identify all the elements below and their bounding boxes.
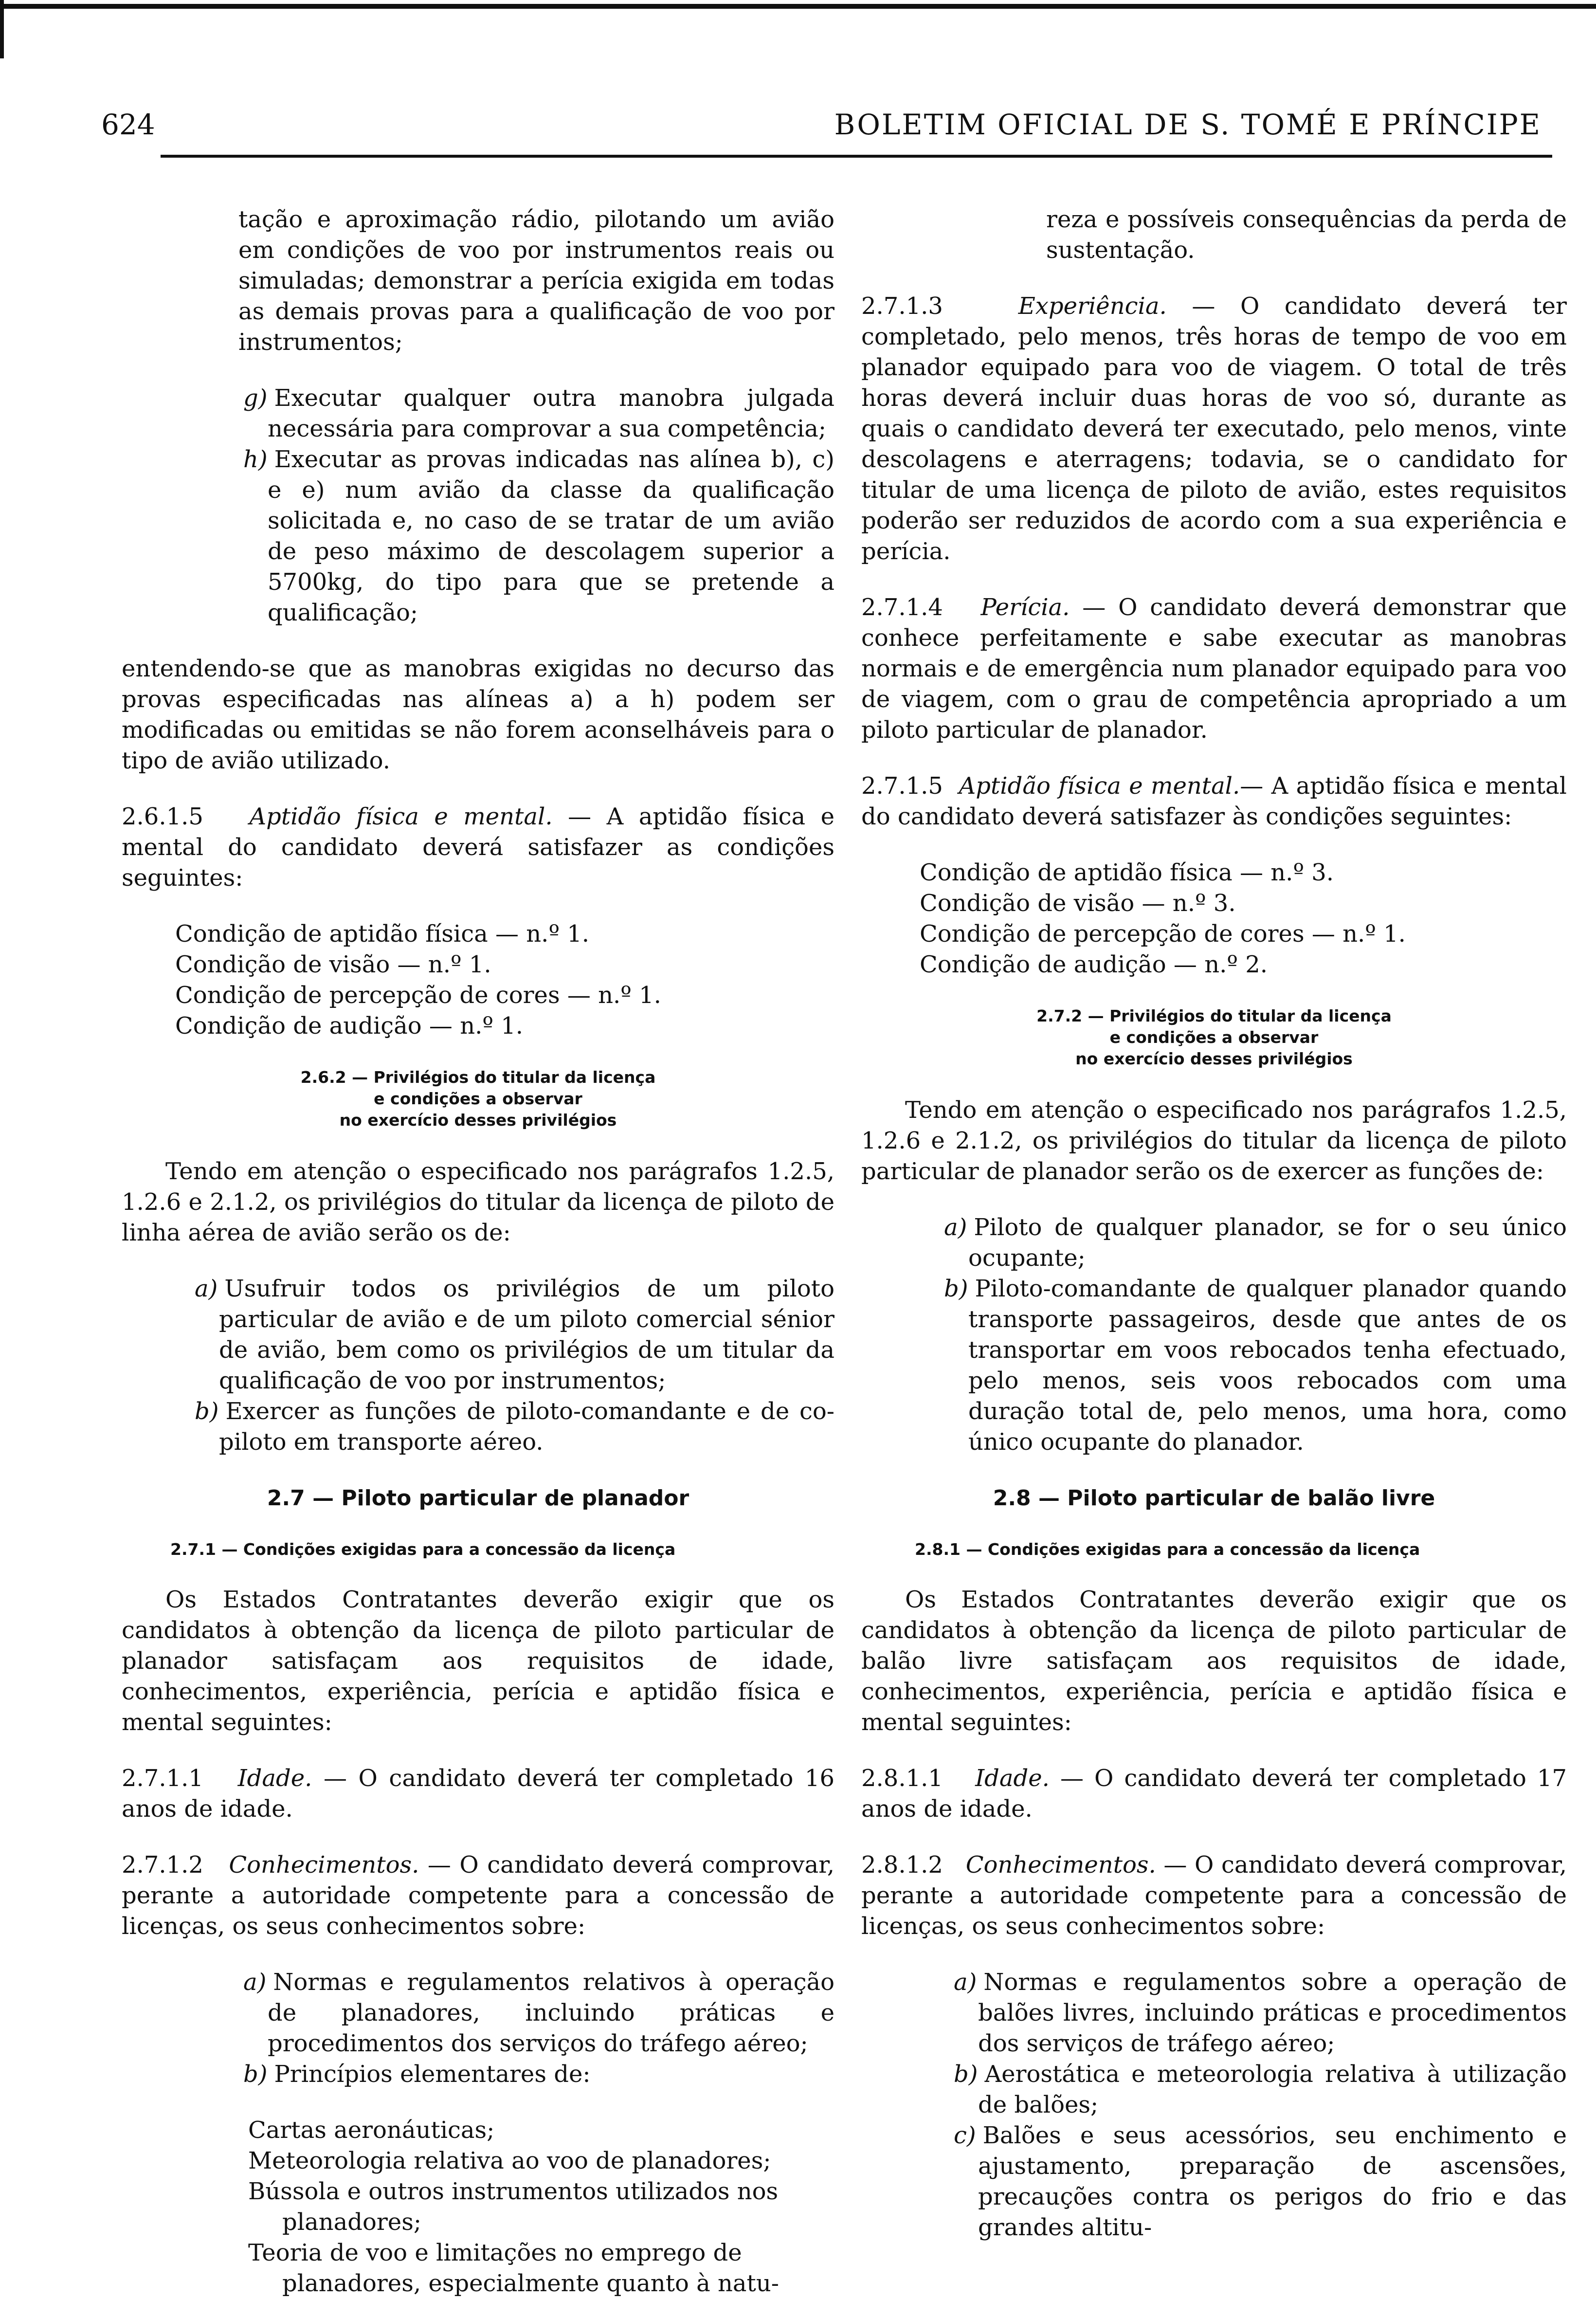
- item-label: b): [944, 1275, 968, 1302]
- paragraph: entendendo-se que as manobras exigidas no decurso das provas especificadas nas alíneas a) a h) podem ser modificadas ou emitidas se não forem aconselháveis para o tipo de avião utilizado.: [122, 655, 834, 774]
- item-label: g): [243, 384, 268, 412]
- paragraph: Tendo em atenção o especificado nos parágrafos 1.2.5, 1.2.6 e 2.1.2, os privilégios do titular da licença de piloto particular de planador serão os de exercer as funções de:: [861, 1096, 1567, 1185]
- section-title: Conhecimentos.: [965, 1851, 1156, 1879]
- page-number: 624: [101, 108, 155, 141]
- section-2-7-1-2: [122, 1850, 834, 1942]
- section-text: — O candidato deverá demonstrar que conhece perfeitamente e sabe executar as manobras normais e de emergência num planador equipado para voo de viagem, com o grau de competência apropriado a um piloto particular de planador.: [861, 594, 1567, 744]
- top-border: [0, 4, 1596, 9]
- list-item: [122, 1967, 834, 2059]
- privileges-list: [122, 1274, 834, 1458]
- list-item: [861, 2120, 1567, 2243]
- list-item: [122, 1396, 834, 1458]
- section-number: 2.8.1.2: [861, 1851, 943, 1879]
- heading-line: 2.6.2 — Privilégios do titular da licença: [300, 1068, 656, 1087]
- conditions-list: [122, 919, 834, 1041]
- item-label: a): [954, 1969, 977, 1996]
- item-label: b): [954, 2061, 978, 2088]
- section-title: Aptidão física e mental.: [959, 772, 1240, 800]
- item-label: h): [243, 446, 268, 473]
- item-list: [122, 383, 834, 628]
- section-2-7-1-1: [122, 1763, 834, 1825]
- section-title: Idade.: [975, 1765, 1050, 1792]
- right-column: [861, 204, 1567, 2243]
- list-item: [122, 2059, 834, 2090]
- heading-line: no exercício desses privilégios: [1075, 1049, 1353, 1068]
- heading-line: e condições a observar: [1109, 1028, 1319, 1047]
- paragraph: Os Estados Contratantes deverão exigir que os candidatos à obtenção da licença de piloto particular de balão livre satisfaçam aos requisitos de idade, conhecimentos, experiência, perícia e aptidão física e mental seguintes:: [861, 1586, 1567, 1736]
- section-text: — O candidato deverá comprovar, perante a autoridade competente para a concessão de licenças, os seus conhecimentos sobre:: [861, 1851, 1567, 1940]
- conditions-list: [861, 858, 1567, 980]
- section-number: 2.7.1.3: [861, 292, 943, 320]
- section-text: — O candidato deverá comprovar, perante a autoridade competente para a concessão de licenças, os seus conhecimentos sobre:: [122, 1851, 834, 1940]
- condition-item: Condição de percepção de cores — n.º 1.: [175, 982, 661, 1009]
- sub-item: Meteorologia relativa ao voo de planadores;: [248, 2147, 771, 2174]
- item-label: b): [195, 1398, 219, 1425]
- item-text: Aerostática e meteorologia relativa à utilização de balões;: [978, 2061, 1567, 2118]
- heading-2-8: 2.8 — Piloto particular de balão livre: [993, 1486, 1435, 1511]
- heading-2-6-2: [122, 1067, 834, 1131]
- item-label: a): [195, 1275, 218, 1302]
- section-number: 2.7.1.1: [122, 1765, 203, 1792]
- privileges-list: [861, 1212, 1567, 1458]
- condition-item: Condição de audição — n.º 2.: [920, 951, 1268, 978]
- item-text: Princípios elementares de:: [274, 2061, 591, 2088]
- left-column: [122, 204, 834, 2299]
- section-2-7-1-3: [861, 291, 1567, 567]
- publication-title: BOLETIM OFICIAL DE S. TOMÉ E PRÍNCIPE: [834, 108, 1542, 141]
- list-item: [122, 1274, 834, 1396]
- paragraph: Tendo em atenção o especificado nos parágrafos 1.2.5, 1.2.6 e 2.1.2, os privilégios do titular da licença de piloto de linha aérea de avião serão os de:: [122, 1158, 834, 1246]
- paragraph: Os Estados Contratantes deverão exigir que os candidatos à obtenção da licença de piloto particular de planador satisfaçam aos requisitos de idade, conhecimentos, experiência, perícia e aptidão física e mental seguintes:: [122, 1586, 834, 1736]
- list-item: [861, 1274, 1567, 1458]
- knowledge-list: [861, 1967, 1567, 2243]
- heading-line: no exercício desses privilégios: [339, 1111, 617, 1130]
- section-text: — A aptidão física e mental do candidato deverá satisfazer às condições seguintes:: [861, 772, 1567, 830]
- list-item: [861, 1967, 1567, 2059]
- sub-item: Bússola e outros instrumentos utilizados nos planadores;: [248, 2178, 779, 2236]
- item-label: b): [243, 2061, 268, 2088]
- heading-line: e condições a observar: [374, 1089, 582, 1108]
- section-text: — O candidato deverá ter completado 17 anos de idade.: [861, 1765, 1567, 1823]
- item-text: Balões e seus acessórios, seu enchimento e ajustamento, preparação de ascensões, precauções contra os perigos do frio e das grandes altitu-: [978, 2122, 1567, 2241]
- heading-2-7-2: [861, 1005, 1567, 1070]
- heading-line: 2.7.2 — Privilégios do titular da licença: [1036, 1006, 1392, 1025]
- item-text: Usufruir todos os privilégios de um piloto particular de avião e de um piloto comercial sénior de avião, bem como os privilégios de um titular da qualificação de voo por instrumentos;: [219, 1275, 834, 1394]
- item-text: Exercer as funções de piloto-comandante e de co-piloto em transporte aéreo.: [219, 1398, 834, 1456]
- sub-item: Cartas aeronáuticas;: [248, 2117, 495, 2144]
- condition-item: Condição de visão — n.º 3.: [920, 890, 1236, 917]
- section-2-7-1-4: [861, 592, 1567, 746]
- header-rule: [161, 155, 1552, 158]
- section-2-8-1-1: [861, 1763, 1567, 1825]
- left-border-mark: [0, 0, 4, 58]
- sub-item: Teoria de voo e limitações no emprego de planadores, especialmente quanto à natu-: [248, 2239, 779, 2297]
- item-text: Piloto-comandante de qualquer planador quando transporte passageiros, desde que antes de os transportar em voos rebocados tenha efectuado, pelo menos, seis voos rebocados com uma duração total de, pelo menos, uma hora, como único ocupante do planador.: [968, 1275, 1567, 1456]
- condition-item: Condição de audição — n.º 1.: [175, 1012, 523, 1040]
- section-2-6-1-5: [122, 802, 834, 894]
- section-text: — O candidato deverá ter completado 16 anos de idade.: [122, 1765, 834, 1823]
- section-title: Idade.: [237, 1765, 312, 1792]
- condition-item: Condição de visão — n.º 1.: [175, 951, 491, 978]
- list-item: [122, 444, 834, 628]
- list-item: [861, 2059, 1567, 2120]
- heading-2-7-1: 2.7.1 — Condições exigidas para a concessão da licença: [170, 1540, 676, 1559]
- list-item: [122, 383, 834, 444]
- list-item: [861, 1212, 1567, 1274]
- section-number: 2.7.1.2: [122, 1851, 203, 1879]
- item-label: a): [243, 1969, 267, 1996]
- section-number: 2.8.1.1: [861, 1765, 943, 1792]
- section-number: 2.7.1.4: [861, 594, 943, 621]
- item-text: Executar as provas indicadas nas alínea b), c) e e) num avião da classe da qualificação solicitada e, no caso de se tratar de um avião de peso máximo de descolagem superior a 5700kg, do tipo para que se pretende a qualificação;: [268, 446, 834, 626]
- section-title: Conhecimentos.: [229, 1851, 419, 1879]
- paragraph: tação e aproximação rádio, pilotando um avião em condições de voo por instrumentos reais ou simuladas; demonstrar a perícia exigida em todas as demais provas para a qualificação de voo por instrumentos;: [238, 206, 834, 356]
- condition-item: Condição de aptidão física — n.º 3.: [920, 859, 1334, 886]
- condition-item: Condição de aptidão física — n.º 1.: [175, 920, 590, 948]
- item-label: a): [944, 1214, 967, 1241]
- item-text: Normas e regulamentos relativos à operação de planadores, incluindo práticas e procedimentos dos serviços do tráfego aéreo;: [268, 1969, 834, 2057]
- paragraph: reza e possíveis consequências da perda de sustentação.: [1046, 206, 1567, 264]
- section-number: 2.6.1.5: [122, 803, 203, 830]
- section-title: Experiência.: [1018, 292, 1167, 320]
- heading-2-7: 2.7 — Piloto particular de planador: [267, 1486, 689, 1511]
- knowledge-list: [122, 1967, 834, 2299]
- item-text: Piloto de qualquer planador, se for o seu único ocupante;: [968, 1214, 1567, 1272]
- section-2-8-1-2: [861, 1850, 1567, 1942]
- section-text: — O candidato deverá ter completado, pelo menos, três horas de tempo de voo em planador equipado para voo de viagem. O total de três horas deverá incluir duas horas de voo só, durante as quais o candidato deverá ter executado, pelo menos, vinte descolagens e aterragens; todavia, se o candidato for titular de uma licença de piloto de avião, estes requisitos poderão ser reduzidos de acordo com a sua experiência e perícia.: [861, 292, 1567, 565]
- item-label: c): [954, 2122, 976, 2149]
- item-text: Normas e regulamentos sobre a operação de balões livres, incluindo práticas e procedimentos dos serviços de tráfego aéreo;: [978, 1969, 1567, 2057]
- section-text: — A aptidão física e mental do candidato deverá satisfazer as condições seguintes:: [122, 803, 835, 892]
- section-title: Perícia.: [980, 594, 1070, 621]
- section-title: Aptidão física e mental.: [249, 803, 553, 830]
- item-text: Executar qualquer outra manobra julgada necessária para comprovar a sua competência;: [268, 384, 834, 442]
- heading-2-8-1: 2.8.1 — Condições exigidas para a concessão da licença: [915, 1540, 1420, 1559]
- section-number: 2.7.1.5: [861, 772, 943, 800]
- section-2-7-1-5: [861, 771, 1567, 832]
- condition-item: Condição de percepção de cores — n.º 1.: [920, 920, 1406, 948]
